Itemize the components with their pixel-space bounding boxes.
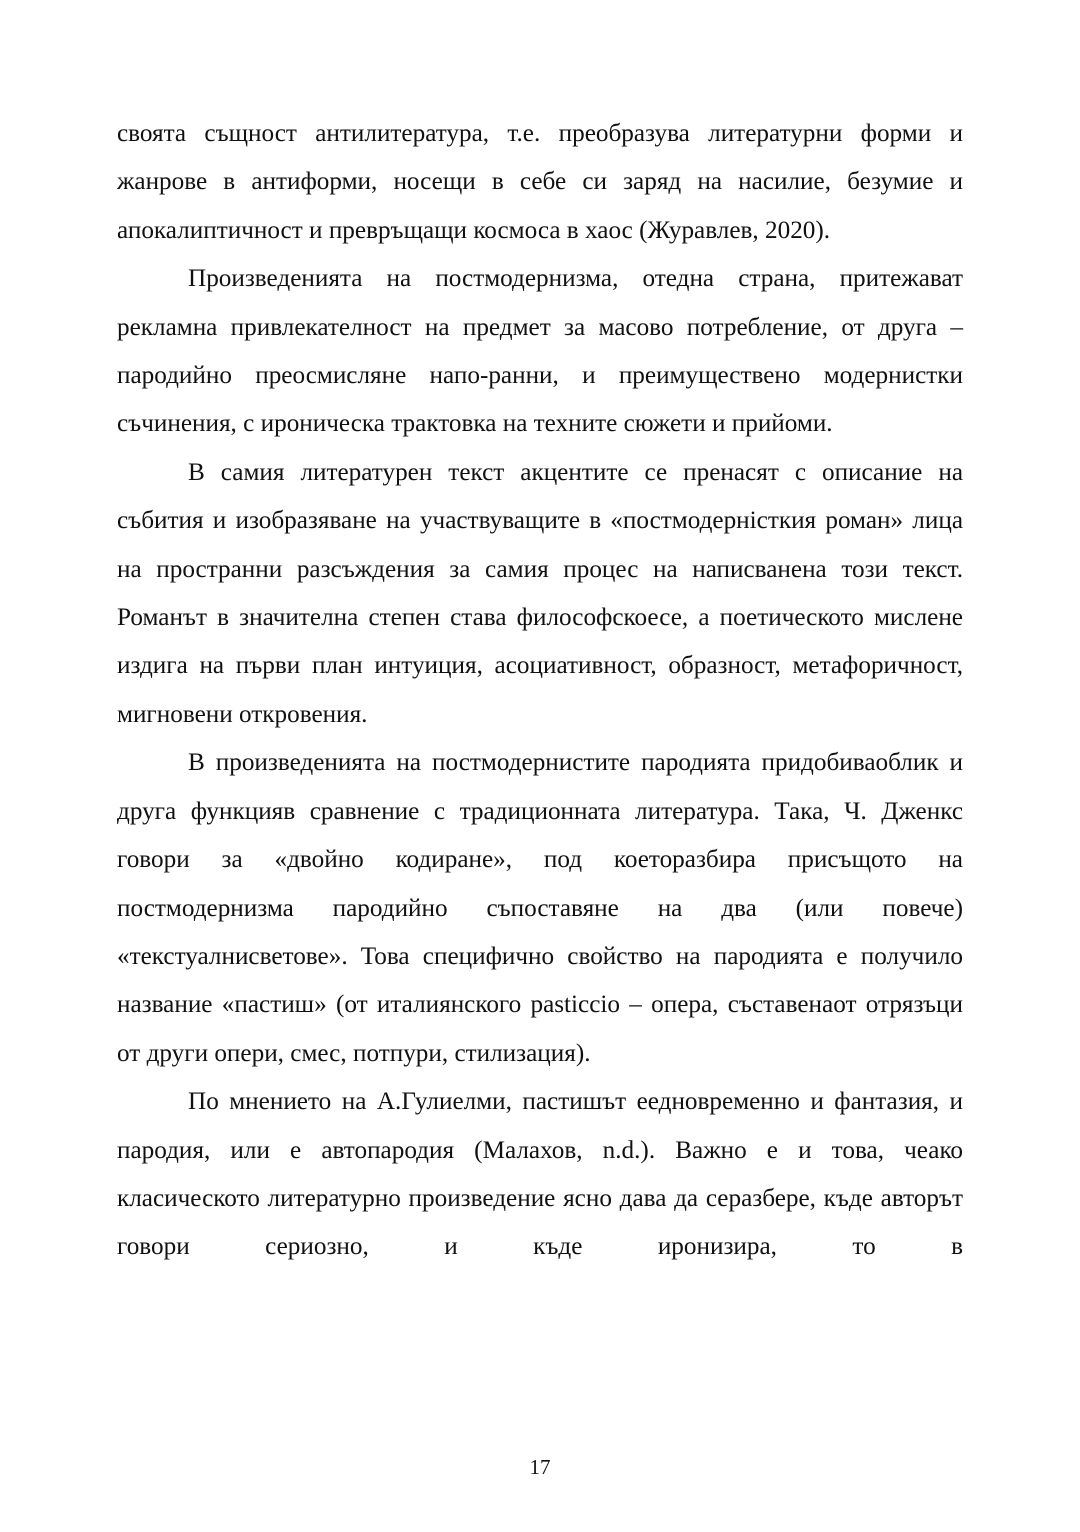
page-number: 17 bbox=[529, 1455, 551, 1479]
document-page bbox=[117, 110, 963, 1272]
paragraph-literary-text: В самия литературен текст акцентите се пренасят с описание на събития и изобразяване на участвуващите в «постмодерністкия роман» лица на пространни разсъждения за самия процес на написванена този текст. Романът в значителна степен става философскоесе, а поетическото мислене издига на първи план интуиция, асоциативност, образност, метафоричност, мигновени откровения. bbox=[117, 458, 963, 728]
paragraph-parody: В произведенията на постмодернистите пародията придобиваоблик и друга функцияв сравнение с традиционната литература. Така, Ч. Дженкс говори за «двойно кодиране», под коеторазбира присъщото на постмодернизма пародийно съпоставяне на два (или повече) «текстуалнисветове». Това специфично свойство на пародията е получило название «пастиш» (от италиянского pasticcio – опера, съставенаот отрязъци от други опери, смес, потпури, стилизация). bbox=[117, 749, 963, 1067]
paragraph-continuation: своята същност антилитература, т.е. преобразува литературни форми и жанрове в антиформи, носещи в себе си заряд на насилие, безумие и апокалиптичност и превръщащи космоса в хаос (Журавлев, 2020). bbox=[117, 120, 963, 244]
paragraph-postmodern-works: Произведенията на постмодернизма, отедна страна, притежават рекламна привлекателност на предмет за масово потребление, от друга – пародийно преосмисляне напо-ранни, и преимуществено модернистки съчинения, с ироническа трактовка на техните сюжети и прийоми. bbox=[117, 265, 963, 438]
paragraph-pastiche-opinion: По мнението на А.Гулиелми, пастишът еедновременно и фантазия, и пародия, или е автопародия (Малахов, n.d.). Важно е и това, чеако класическото литературно произведение ясно дава да серазбере, къде авторът говори сериозно, и къде иронизира, то в bbox=[117, 1088, 963, 1261]
